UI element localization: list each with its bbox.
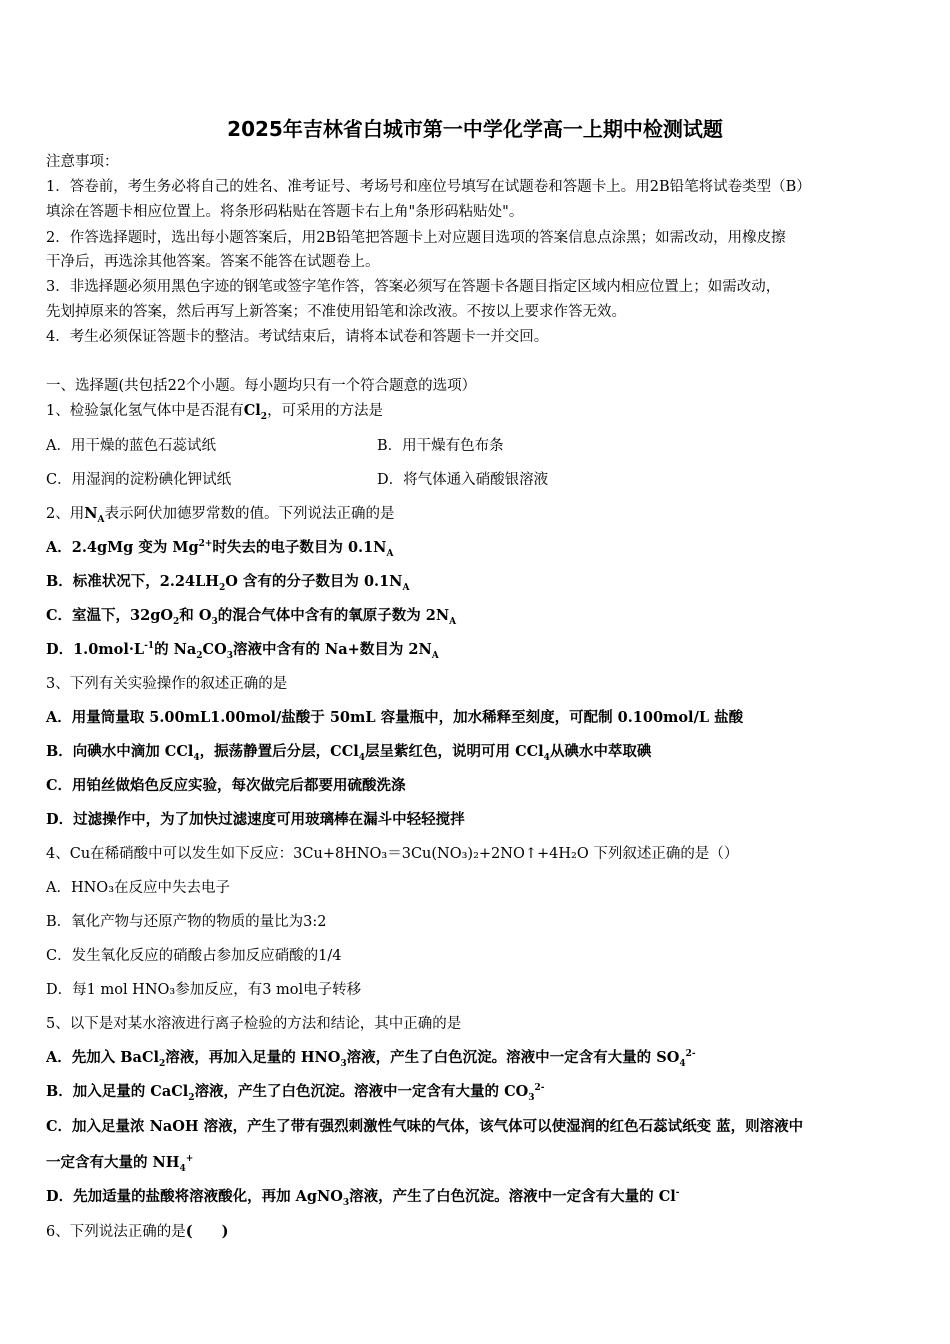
question-1-option-b: B．用干燥有色布条 — [377, 438, 504, 454]
notice-line-5: 3．非选择题必须用黑色字迹的钢笔或签字笔作答，答案必须写在答题卡各题目指定区域内相应位置上；如需改动， — [46, 279, 781, 295]
question-2-option-b: B．标准状况下，$2.24LH_2O$ 含有的分子数目为 $0.1N_A$ — [46, 573, 410, 593]
question-3-option-b: B．向碘水中滴加 CCl$_4$，振荡静置后分层，CCl$_4$层呈紫红色，说明可用 CCl$_4$从碘水中萃取碘 — [46, 743, 652, 763]
notice-heading: 注意事项： — [46, 154, 119, 170]
question-5-option-b: B．加入足量的 CaCl$_2$溶液，产生了白色沉淀。溶液中一定含有大量的 $CO_3^{2-}$ — [46, 1083, 545, 1103]
question-5-stem: 5、以下是对某水溶液进行离子检验的方法和结论，其中正确的是 — [46, 1016, 462, 1032]
question-5-option-d: D．先加适量的盐酸将溶液酸化，再加 AgNO$_3$溶液，产生了白色沉淀。溶液中一定含有大量的 Cl- — [46, 1188, 680, 1208]
question-3-option-a: A．用量筒量取 5.00mL1.00mol/盐酸于 50mL 容量瓶中，加水稀释至刻度，可配制 0.100mol/L 盐酸 — [46, 709, 744, 726]
question-2-stem: 2、用$N_A$表示阿伏加德罗常数的值。下列说法正确的是 — [46, 505, 395, 525]
question-1-option-a: A．用干燥的蓝色石蕊试纸 — [46, 438, 216, 454]
question-4-option-b: B．氧化产物与还原产物的物质的量比为3:2 — [46, 914, 327, 930]
question-2-option-a: A．2.4gMg 变为 $Mg^{2+}$时失去的电子数目为 $0.1N_A$ — [46, 539, 394, 559]
question-4-option-d: D．每1 mol HNO₃参加反应，有3 mol电子转移 — [46, 982, 362, 998]
question-3-stem: 3、下列有关实验操作的叙述正确的是 — [46, 676, 288, 692]
notice-line-7: 4．考生必须保证答题卡的整洁。考试结束后，请将本试卷和答题卡一并交回。 — [46, 329, 549, 345]
notice-line-3: 2．作答选择题时，选出每小题答案后，用2B铅笔把答题卡上对应题目选项的答案信息点涂黑；如需改动，用橡皮擦 — [46, 230, 786, 246]
question-4-option-a: A．HNO₃在反应中失去电子 — [46, 880, 231, 896]
question-6-stem: 6、下列说法正确的是( ) — [46, 1223, 229, 1240]
question-4-stem: 4、Cu在稀硝酸中可以发生如下反应：3Cu+8HNO₃＝3Cu(NO₃)₂+2NO↑+4H₂O 下列叙述正确的是（） — [46, 846, 739, 862]
question-4-option-c: C．发生氧化反应的硝酸占参加反应硝酸的1/4 — [46, 948, 342, 964]
notice-line-4: 干净后，再选涂其他答案。答案不能答在试题卷上。 — [46, 254, 380, 270]
notice-line-1: 1．答卷前，考生务必将自己的姓名、准考证号、考场号和座位号填写在试题卷和答题卡上。用2B铅笔将试卷类型（B） — [46, 179, 811, 195]
question-5-option-a: A．先加入 BaCl$_2$溶液，再加入足量的 $HNO_3$溶液，产生了白色沉淀。溶液中一定含有大量的 $SO_4^{2-}$ — [46, 1049, 696, 1069]
question-5-option-c-line-1: C．加入足量浓 NaOH 溶液，产生了带有强烈刺激性气味的气体，该气体可以使湿润的红色石蕊试纸变 蓝，则溶液中 — [46, 1118, 804, 1135]
section-heading: 一、选择题(共包括22个小题。每小题均只有一个符合题意的选项） — [46, 378, 477, 394]
question-5-option-c-line-2: 一定含有大量的 $NH_4^+$ — [46, 1154, 194, 1174]
question-3-option-c: C．用铂丝做焰色反应实验，每次做完后都要用硫酸洗涤 — [46, 777, 406, 794]
question-3-option-d: D．过滤操作中，为了加快过滤速度可用玻璃棒在漏斗中轻轻搅拌 — [46, 811, 465, 828]
question-1-option-c: C．用湿润的淀粉碘化钾试纸 — [46, 472, 232, 488]
question-2-option-d: D．$1.0mol\cdot L^{-1}$的 $Na_2CO_3$溶液中含有的 Na+数目为 $2N_A$ — [46, 641, 439, 661]
question-2-option-c: C．室温下，$32gO_2$和 $O_3$的混合气体中含有的氧原子数为 $2N_A$ — [46, 607, 457, 627]
notice-line-6: 先划掉原来的答案，然后再写上新答案；不准使用铅笔和涂改液。不按以上要求作答无效。 — [46, 304, 626, 320]
page-title: 2025年吉林省白城市第一中学化学高一上期中检测试题 — [227, 117, 723, 141]
question-1-stem: 1、检验氯化氢气体中是否混有$Cl_2$，可采用的方法是 — [46, 402, 384, 422]
notice-line-2: 填涂在答题卡相应位置上。将条形码粘贴在答题卡右上角"条形码粘贴处"。 — [46, 204, 524, 220]
question-1-option-d: D．将气体通入硝酸银溶液 — [377, 472, 549, 488]
